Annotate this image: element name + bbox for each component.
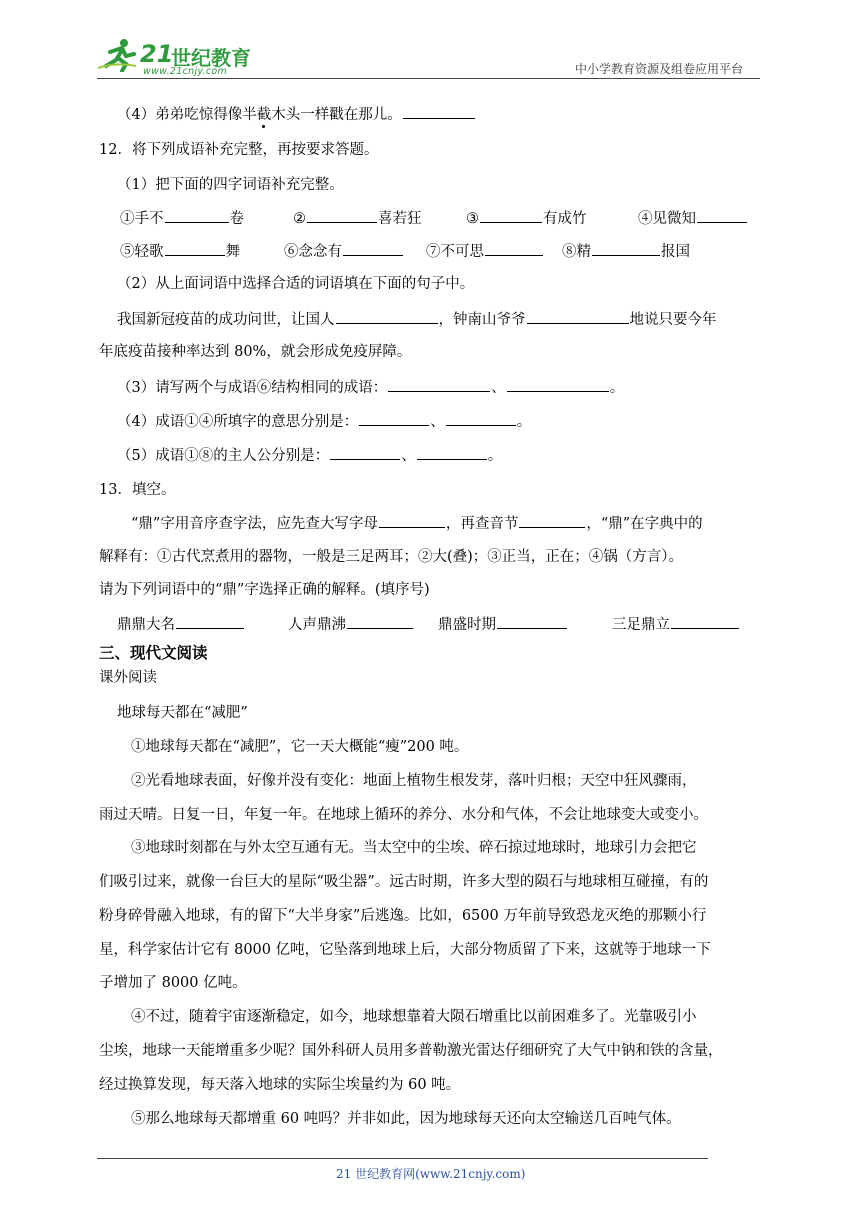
idiom-3: ③ 有成竹 [466, 208, 587, 229]
q13-stem: 13．填空。 [99, 482, 176, 498]
platform-name: 中小学教育资源及组卷应用平台 [575, 62, 744, 76]
q11-item4-blank[interactable] [403, 104, 475, 119]
article-para-5: ⑤那么地球每天都增重 60 吨吗？并非如此，因为地球每天还向太空输送几百吨气体。 [131, 1111, 681, 1127]
article-para-4-line-3: 经过换算发现，每天落入地球的实际尘埃量约为 60 吨。 [99, 1077, 461, 1093]
idiom-4: ④见微知 [638, 208, 748, 229]
q13-word-2-blank[interactable] [347, 614, 413, 629]
sentence-blank-2[interactable] [527, 309, 629, 324]
article-para-3-line-4: 星，科学家估计它有 8000 亿吨，它坠落到地球上后，大部分物质留了下来，这就等于地球一下 [99, 942, 711, 958]
idiom-5-blank[interactable] [165, 241, 225, 256]
q13-word-3: 鼎盛时期 [438, 614, 568, 635]
sub4-blank-1[interactable] [359, 411, 429, 426]
q11-item4 [117, 104, 476, 125]
q13-word-1: 鼎鼎大名 [117, 614, 245, 635]
logo-url: www.21cnjy.com [143, 66, 228, 77]
logo-number: 21 [140, 40, 174, 68]
idiom-8-blank[interactable] [592, 241, 660, 256]
q12-sentence2: 年底疫苗接种率达到 80%，就会形成免疫屏障。 [99, 344, 412, 360]
header-divider [97, 78, 760, 79]
logo-title: 世纪教育 [171, 46, 251, 70]
sub3-blank-1[interactable] [388, 377, 490, 392]
footer-text: 21 世纪教育网(www.21cnjy.com) [336, 1167, 526, 1181]
article-para-2-line-1: ②光看地球表面，好像并没有变化：地面上植物生根发芽，落叶归根；天空中狂风骤雨， [131, 773, 697, 789]
q12-sub5: （5）成语①⑧的主人公分别是： 、 。 [117, 445, 502, 466]
article-para-2-line-2: 雨过天晴。日复一日，年复一年。在地球上循环的养分、水分和气体，不会让地球变大或变小。 [99, 807, 708, 823]
q13-word-1-blank[interactable] [176, 614, 244, 629]
idiom-7-blank[interactable] [485, 241, 543, 256]
q12-sub2: （2）从上面词语中选择合适的词语填在下面的句子中。 [117, 276, 475, 292]
article-para-4-line-2: 尘埃，地球一天能增重多少呢？国外科研人员用多普勒激光雷达仔细研究了大气中钠和铁的含量， [99, 1043, 723, 1059]
q13-word-2: 人声鼎沸 [288, 614, 414, 635]
sub4-blank-2[interactable] [446, 411, 516, 426]
idiom-5: ⑤轻歌 舞 [120, 241, 240, 262]
section-subtitle: 课外阅读 [99, 670, 157, 686]
idiom-2-blank[interactable] [307, 208, 377, 223]
article-para-1: ①地球每天都在“减肥”，它一天大概能“瘦”200 吨。 [131, 739, 469, 755]
idiom-4-blank[interactable] [697, 208, 747, 223]
q13-para1: “鼎”字用音序查字法，应先查大写字母 ，再查音节 ，“鼎”在字典中的 [131, 513, 703, 534]
idiom-7: ⑦不可思 [426, 241, 544, 262]
q12-sub1: （1）把下面的四字词语补充完整。 [117, 177, 344, 193]
idiom-6: ⑥念念有 [284, 241, 404, 262]
idiom-1: ①手不 卷 [120, 208, 244, 229]
q13-letter-blank[interactable] [379, 513, 445, 528]
runner-logo-icon [96, 38, 138, 72]
q13-word-4: 三足鼎立 [612, 614, 740, 635]
idiom-2: ② 喜若狂 [293, 208, 422, 229]
idiom-1-blank[interactable] [165, 208, 229, 223]
idiom-6-blank[interactable] [343, 241, 403, 256]
footer-divider [97, 1158, 708, 1159]
q12-sub4: （4）成语①④所填字的意思分别是： 、 。 [117, 411, 531, 432]
article-para-3-line-1: ③地球时刻都在与外太空互通有无。当太空中的尘埃、碎石掠过地球时，地球引力会把它 [131, 840, 697, 856]
q13-word-4-blank[interactable] [671, 614, 739, 629]
q13-para2: 解释有：①古代烹煮用的器物，一般是三足两耳；②大(叠)；③正当，正在；④锅（方言）。 [99, 549, 684, 565]
section-title: 三、现代文阅读 [99, 644, 208, 662]
sub3-blank-2[interactable] [507, 377, 609, 392]
q12-sentence1: 我国新冠疫苗的成功问世，让国人 ，钟南山爷爷 地说只要今年 [117, 309, 717, 330]
q13-word-3-blank[interactable] [497, 614, 567, 629]
idiom-8: ⑧精 报国 [562, 241, 690, 262]
article-para-4-line-1: ④不过，随着宇宙逐渐稳定，如今，地球想靠着大陨石增重比以前困难多了。光靠吸引小 [131, 1009, 697, 1025]
article-title: 地球每天都在“减肥” [117, 705, 248, 721]
sentence-blank-1[interactable] [336, 309, 438, 324]
sub5-blank-2[interactable] [417, 445, 487, 460]
q13-syllable-blank[interactable] [519, 513, 585, 528]
article-para-3-line-3: 粉身碎骨融入地球，有的留下“大半身家”后逃逸。比如，6500 万年前导致恐龙灭绝的那颗小行 [99, 908, 707, 924]
q13-para3: 请为下列词语中的“鼎”字选择正确的解释。(填序号) [99, 582, 430, 598]
idiom-3-blank[interactable] [480, 208, 542, 223]
article-para-3-line-5: 子增加了 8000 亿吨。 [99, 975, 247, 991]
q12-sub3: （3）请写两个与成语⑥结构相同的成语： 、 。 [117, 377, 624, 398]
article-para-3-line-2: 们吸引过来，就像一台巨大的星际“吸尘器”。远古时期，许多大型的陨石与地球相互碰撞，有的 [99, 874, 709, 890]
q11-item4-text: （4）弟弟吃惊得像半截木头一样戳在那儿。 [117, 107, 402, 123]
q12-stem: 12．将下列成语补充完整，再按要求答题。 [99, 142, 379, 158]
sub5-blank-1[interactable] [330, 445, 400, 460]
